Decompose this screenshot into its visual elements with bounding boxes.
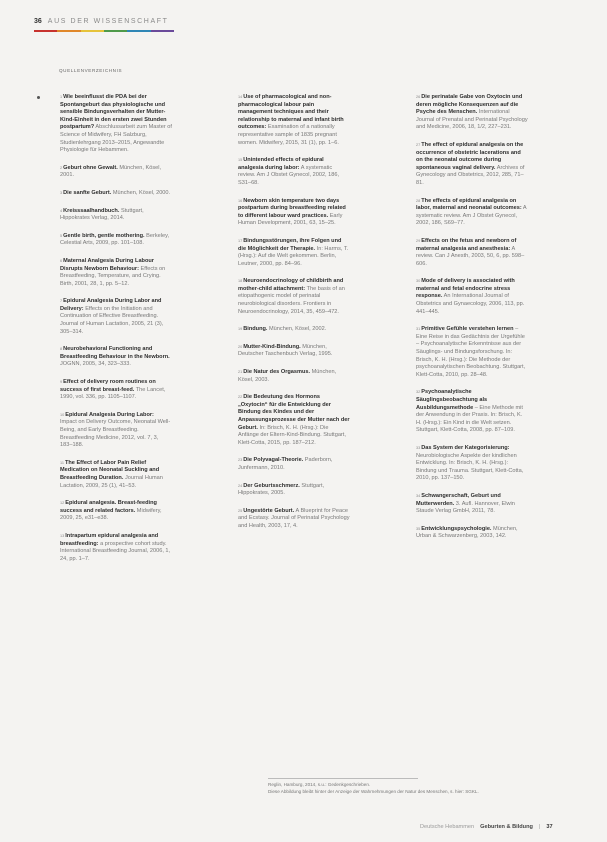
reference-entry xyxy=(238,508,350,531)
reference-title: Das System der Kategorisierung: xyxy=(421,444,510,451)
reference-title: Die Natur des Orgasmus. xyxy=(243,369,311,376)
reference-details: International Journal of Prenatal and Perinatal Psychology and Medicine, 2006, 18, 1/2, 227–231. xyxy=(416,109,528,131)
reference-entry xyxy=(238,344,350,359)
reference-details: München, Urban & Schwarzenberg, 2003, 142. xyxy=(416,525,518,540)
reference-entry xyxy=(60,94,172,155)
footnote: Reglin, Hamburg, 2014, s.u.: Gedenkgeschrieben. xyxy=(268,782,371,787)
reference-details: Effects on Breastfeeding, Temperature, and Crying. Birth, 2001, 28, 1, pp. 5–12. xyxy=(60,265,166,287)
reference-number: 17 xyxy=(238,238,243,243)
reference-details: 3. Aufl. Hannover, Elwin Staude Verlag GmbH, 2011, 78. xyxy=(416,500,515,515)
reference-entry xyxy=(60,500,172,523)
reference-number: 8 xyxy=(60,347,63,352)
reference-title: Primitive Gefühle verstehen lernen xyxy=(421,326,514,333)
reference-entry xyxy=(416,278,528,316)
footnote: Diese Abbildung bleibt hinter der Anzeige der Wahrnehmungen der Natur des Menschen, s. hier: SGKL. xyxy=(268,788,479,794)
reference-number: 26 xyxy=(416,95,421,99)
reference-number: 25 xyxy=(238,508,243,513)
reference-details: Abschlussarbeit zum Master of Science of Midwifery, FH Salzburg, Studienlehrgang 2013–2015, Angewandte Physiologie für Hebammen. xyxy=(60,124,172,154)
reference-title: Effect of delivery room routines on success of first breast-feed. xyxy=(60,379,156,393)
reference-entry xyxy=(60,258,172,288)
reference-entry xyxy=(238,394,350,447)
reference-entry xyxy=(60,346,172,369)
reference-entry xyxy=(238,157,350,187)
reference-title: Use of pharmacological and non-pharmacological labour pain management techniques and their relationship to maternal and infant birth outcomes: xyxy=(238,94,344,131)
reference-details: Effects on the Initiation and Continuation of Effective Breastfeeding. Journal of Human Lactation, 2005, 21 (3), 305–314. xyxy=(60,305,164,335)
page-footer xyxy=(420,824,553,830)
reference-entry xyxy=(416,493,528,516)
reference-number: 33 xyxy=(416,445,421,450)
reference-title: Die Bedeutung des Hormons „Oxytocin“ für die Entwicklung der Bindung des Kindes und der Anpassungsprozesse der Mutter nach der Geburt. xyxy=(238,394,350,431)
reference-details: München, Kösel, 2003. xyxy=(238,369,337,383)
reference-details: Journal Human Lactation, 2009, 25 (1), 41–53. xyxy=(60,474,163,489)
reference-details: JOGNN, 2005, 34, 323–333. xyxy=(60,361,131,368)
footnotes xyxy=(268,778,578,795)
reference-details: München, Deutscher Taschenbuch Verlag, 1995. xyxy=(238,343,333,358)
reference-number: 12 xyxy=(60,501,65,506)
reference-column-3 xyxy=(416,94,528,551)
reference-details: – Eine Methode mit der Anwendung in der Praxis. In: Brisch, K. H. (Hrsg.): Ein Kind in die Welt setzen. Stuttgart, Klett-Cotta, 2008, pp. 87–109. xyxy=(416,404,523,434)
reference-number: 15 xyxy=(238,158,243,163)
reference-details: In: Harms, T. (Hrsg.): Auf die Welt gekommen. Berlin, Leutner, 2000, pp. 84–96. xyxy=(238,245,349,267)
reference-title: Epidural Analgesia During Labor: xyxy=(65,411,154,418)
reference-entry xyxy=(238,238,350,268)
reference-title: The Effect of Labor Pain Relief Medication on Neonatal Suckling and Breastfeeding Duration. xyxy=(60,459,160,481)
reference-details: Archives of Gynecology and Obstetrics, 2012, 285, 71–81. xyxy=(416,164,525,186)
reference-entry xyxy=(60,460,172,490)
reference-details: The Lancet, 1990, vol. 336, pp. 1105–1107. xyxy=(60,386,166,401)
color-rule-segment xyxy=(104,30,127,32)
reference-entry xyxy=(416,326,528,379)
section-title: QUELLENVERZEICHNIS xyxy=(59,68,123,73)
reference-title: Effects on the fetus and newborn of maternal analgesia and anesthesia: xyxy=(416,237,517,252)
reference-title: Psychoanalytische Säuglingsbeobachtung als Ausbildungsmethode xyxy=(416,389,488,411)
reference-number: 31 xyxy=(416,327,421,332)
footer-journal: Deutsche Hebammen xyxy=(420,824,475,830)
reference-entry xyxy=(416,94,528,132)
reference-number: 20 xyxy=(238,344,243,349)
reference-details: Stuttgart, Hippokrates, 2005. xyxy=(238,482,325,497)
reference-title: Intrapartum epidural analgesia and breastfeeding: xyxy=(60,532,159,547)
reference-details: The basis of an etiopathogenic model of perinatal neurobiological disorders. Frontiers in Neuroendocrinology, 2014, 35, 459–472. xyxy=(238,285,345,315)
reference-entry xyxy=(238,326,350,334)
reference-number: 22 xyxy=(238,395,243,400)
reference-number: 35 xyxy=(416,526,421,531)
section-label: AUS DER WISSENSCHAFT xyxy=(47,18,169,25)
reference-details: A Blueprint for Peace and Ecstasy. Journal of Perinatal Psychology and Health, 2003, 17, 4. xyxy=(238,507,350,529)
reference-entry xyxy=(60,298,172,336)
reference-number: 18 xyxy=(238,279,243,284)
reference-number: 1 xyxy=(60,95,63,99)
reference-entry xyxy=(416,526,528,541)
reference-number: 27 xyxy=(416,142,421,147)
reference-number: 6 xyxy=(60,258,63,263)
reference-entry xyxy=(416,142,528,188)
color-rule-segment xyxy=(34,30,57,32)
footer-separator: | xyxy=(538,824,541,830)
reference-column-2 xyxy=(238,94,350,541)
reference-details: A systematic review. Am J Obstet Gynecol, 2002, 186, S31–68. xyxy=(238,164,340,186)
reference-entry xyxy=(416,445,528,483)
reference-title: Der Geburtsschmerz. xyxy=(243,482,300,489)
reference-details: A systematic review. Am J Obstet Gynecol, 2002, 186, S69–77. xyxy=(416,205,527,227)
reference-number: 9 xyxy=(60,380,63,385)
reference-entry xyxy=(416,238,528,268)
reference-details: Impact on Delivery Outcome, Neonatal Well-Being, and Early Breastfeeding. Breastfeeding Medicine, 2012, vol. 7, 3, 183–188. xyxy=(60,419,171,449)
reference-details: Examination of a nationally representative sample of 1835 pregnant women. Midwifery, 2015, 31 (1), pp. 1–6. xyxy=(238,124,339,146)
reference-number: 2 xyxy=(60,165,63,170)
footnote-divider xyxy=(268,778,418,779)
reference-entry xyxy=(238,94,350,147)
color-rule xyxy=(34,30,174,32)
reference-entry xyxy=(238,278,350,316)
reference-entry xyxy=(60,379,172,402)
reference-title: Neuroendocrinology of childbirth and mother-child attachment: xyxy=(238,278,344,292)
reference-entry xyxy=(238,198,350,228)
reference-title: Entwicklungspsychologie. xyxy=(421,525,492,532)
page-number: 36 xyxy=(34,18,42,25)
reference-entry xyxy=(238,369,350,384)
reference-column-1 xyxy=(60,94,172,573)
reference-title: Newborn skin temperature two days postpartum during breastfeeding related to different labour ward practices. xyxy=(238,197,346,219)
reference-number: 7 xyxy=(60,299,63,304)
reference-title: Bindungsstörungen, ihre Folgen und die Möglichkeit der Therapie. xyxy=(238,237,342,252)
page-header xyxy=(34,18,168,25)
reference-title: Die Polyvagal-Theorie. xyxy=(243,457,304,464)
reference-details: München, Kösel, 2002. xyxy=(267,326,327,333)
reference-number: 14 xyxy=(238,95,243,99)
reference-title: Gentle birth, gentle mothering. xyxy=(63,232,145,239)
footer-page-number: 37 xyxy=(546,824,553,830)
reference-number: 4 xyxy=(60,208,63,213)
reference-details: Early Human Development, 2001, 63, 15–25. xyxy=(238,212,343,227)
reference-entry xyxy=(238,483,350,498)
reference-number: 28 xyxy=(416,198,421,203)
reference-entry xyxy=(416,198,528,228)
reference-number: 16 xyxy=(238,198,243,203)
color-rule-segment xyxy=(57,30,80,32)
reference-number: 10 xyxy=(60,412,65,417)
reference-entry xyxy=(60,533,172,563)
reference-title: Epidural analgesia. Breast-feeding success and related factors. xyxy=(60,500,157,514)
reference-number: 11 xyxy=(60,460,64,465)
reference-number: 29 xyxy=(416,238,421,243)
reference-number: 5 xyxy=(60,233,63,238)
reference-details: München, Kösel, 2000. xyxy=(111,189,171,196)
color-rule-segment xyxy=(81,30,104,32)
reference-entry xyxy=(60,233,172,248)
color-rule-segment xyxy=(127,30,150,32)
reference-number: 23 xyxy=(238,458,243,463)
reference-details: Berkeley, Celestial Arts, 2009, pp. 101–108. xyxy=(60,232,170,247)
color-rule-segment xyxy=(151,30,174,32)
reference-number: 3 xyxy=(60,190,63,195)
reference-entry xyxy=(416,389,528,435)
reference-details: Midwifery, 2009, 25, e31–e38. xyxy=(60,507,162,522)
reference-details: Stuttgart, Hippokrates Verlag, 2014. xyxy=(60,207,144,222)
reference-details: A review. Can J Anesth, 2003, 50, 6, pp. 598–606. xyxy=(416,245,525,267)
reference-number: 30 xyxy=(416,279,421,284)
reference-entry xyxy=(60,165,172,180)
reference-title: Kreisssaalhandbuch. xyxy=(63,207,120,214)
reference-title: Unintended effects of epidural analgesia during labor: xyxy=(238,157,324,171)
reference-title: Die perinatale Gabe von Oxytocin und deren mögliche Konsequenzen auf die Psyche des Menschen. xyxy=(416,94,523,116)
reference-details: München, Kösel, 2001. xyxy=(60,164,162,179)
reference-details: An International Journal of Obstetrics and Gynaecology, 2006, 113, pp. 441–445. xyxy=(416,293,525,315)
reference-number: 13 xyxy=(60,533,65,538)
reference-details: In: Brisch, K. H. (Hrsg.): Die Anfänge der Eltern-Kind-Bindung. Stuttgart, Klett-Cotta, 2015, pp. 187–212. xyxy=(238,424,346,446)
reference-title: Mutter-Kind-Bindung. xyxy=(243,343,301,350)
reference-details: Neurobiologische Aspekte der kindlichen Entwicklung. In: Brisch, K. H. (Hrsg.): Bindung und Trauma. Stuttgart, Klett-Cotta, 2010, pp. 137–150. xyxy=(416,452,524,482)
reference-number: 19 xyxy=(238,327,243,332)
reference-entry xyxy=(238,457,350,472)
reference-number: 34 xyxy=(416,493,421,498)
reference-entry xyxy=(60,190,172,198)
reference-title: Schwangerschaft, Geburt und Mutterwerden. xyxy=(416,492,501,507)
reference-entry xyxy=(60,412,172,450)
reference-details: a prospective cohort study. International Breastfeeding Journal, 2006, 1, 24, pp. 1–7. xyxy=(60,540,171,562)
reference-title: Geburt ohne Gewalt. xyxy=(63,164,118,171)
reference-number: 24 xyxy=(238,483,243,488)
reference-title: Die sanfte Geburt. xyxy=(63,189,112,196)
reference-details: – Eine Reise in das Gedächtnis der Urgefühle – Psychoanalytische Erkenntnisse aus der Säuglings- und Bindungsforschung. In: Brisch, K. H. (Hrsg.): Die Methode der psychoanalytischen Beobachtung. Stuttgart, Klett-Cotta, 2010, pp. 28–48. xyxy=(416,326,526,378)
reference-title: Maternal Analgesia During Labour Disrupts Newborn Behaviour: xyxy=(60,257,154,272)
footer-journal-title: Geburten & Bildung xyxy=(480,824,533,830)
reference-title: Wie beeinflusst die PDA bei der Spontangeburt das physiologische und sensible Bindungsverhalten der Mutter-Kind-Einheit in den ersten zwei Stunden postpartum? xyxy=(60,94,167,131)
reference-number: 21 xyxy=(238,370,243,375)
reference-title: Mode of delivery is associated with maternal and fetal endocrine stress response. xyxy=(416,278,515,300)
reference-title: Neurobehavioral Functioning and Breastfeeding Behaviour in the Newborn. xyxy=(60,346,170,360)
reference-entry xyxy=(60,208,172,223)
reference-title: Ungestörte Geburt. xyxy=(243,507,295,514)
bullet-mark xyxy=(37,96,40,99)
reference-title: The effect of epidural analgesia on the occurrence of obstetric lacerations and on the neonatal outcome during spontaneous vaginal delivery. xyxy=(416,141,524,171)
reference-title: Epidural Analgesia During Labor and Delivery: xyxy=(60,298,162,312)
reference-details: Paderborn, Junfermann, 2010. xyxy=(238,457,333,471)
reference-title: The effects of epidural analgesia on labor, maternal and neonatal outcomes: xyxy=(416,197,522,212)
reference-number: 32 xyxy=(416,390,421,395)
reference-title: Bindung. xyxy=(243,326,268,333)
